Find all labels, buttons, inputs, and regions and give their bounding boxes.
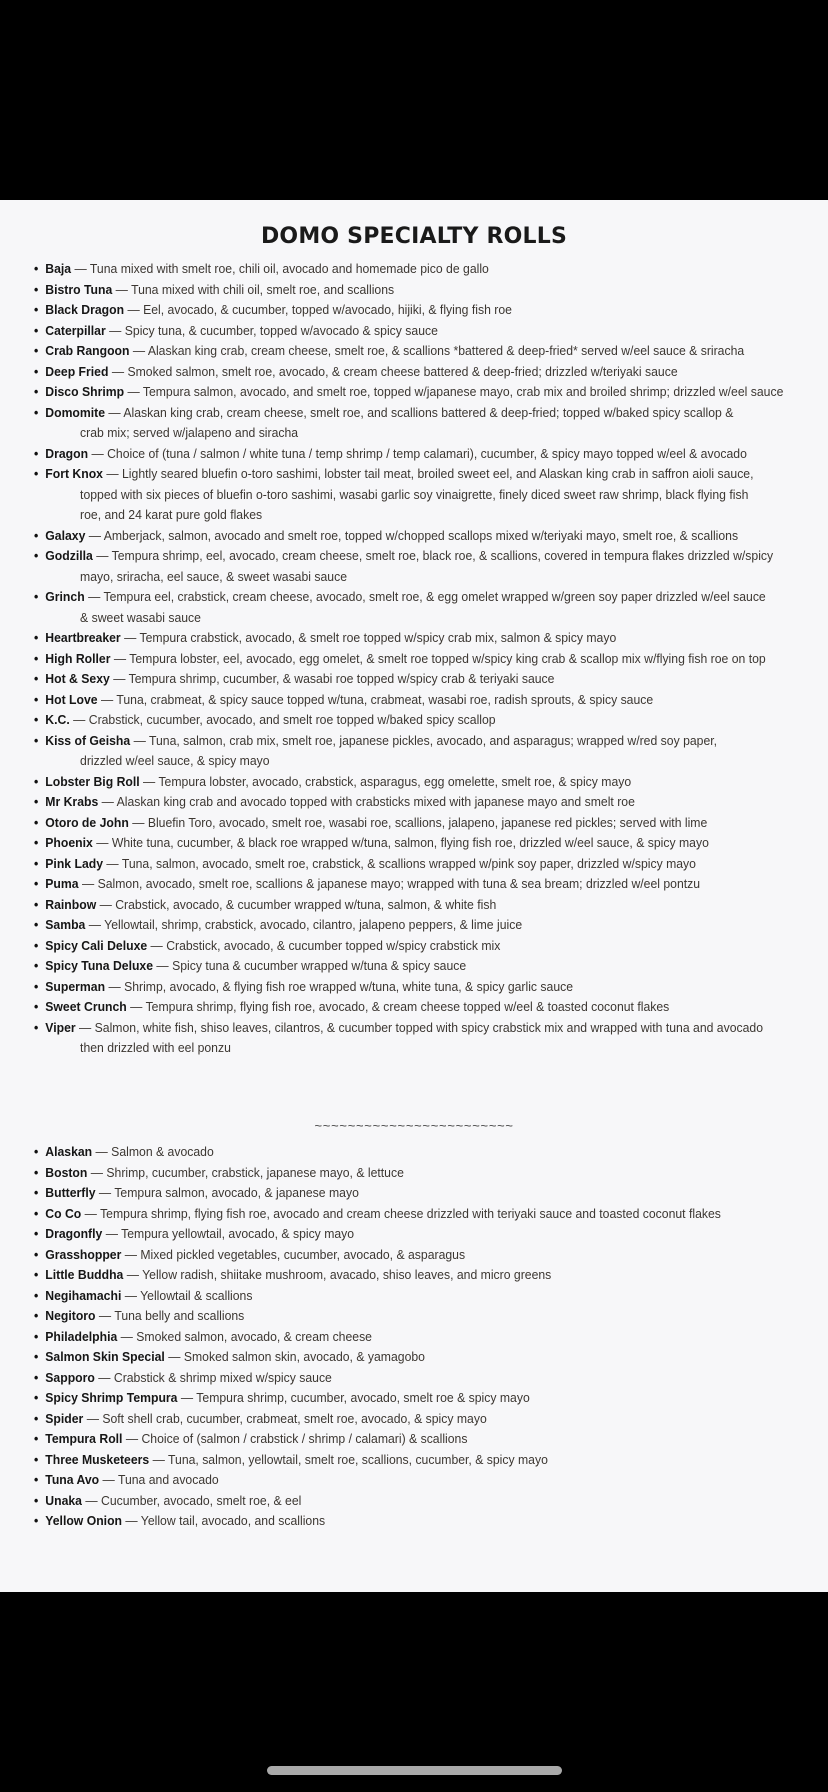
- item-name: Disco Shrimp: [45, 384, 125, 399]
- item-description-continued: then drizzled with eel ponzu: [80, 1040, 231, 1055]
- item-name: Pink Lady: [45, 855, 104, 871]
- menu-item: • Baja — Tuna mixed with smelt roe, chili oil, avocado and homemade pico de gallo: [34, 259, 828, 280]
- item-description: Yellow tail, avocado, and scallions: [140, 1513, 326, 1528]
- item-name: Superman: [45, 978, 106, 994]
- item-description: Bluefin Toro, avocado, smelt roe, wasabi roe, scallions, jalapeno, japanese red pickles; served with lime: [147, 814, 708, 830]
- specialty-rolls-list: [34, 259, 828, 1059]
- item-description: Tempura salmon, avocado, & japanese mayo: [114, 1185, 359, 1200]
- menu-item: • Hot & Sexy — Tempura shrimp, cucumber, & wasabi roe topped w/spicy crab & teriyaki sauce: [34, 669, 828, 690]
- item-description: Smoked salmon skin, avocado, & yamagobo: [183, 1349, 425, 1364]
- item-name: Negitoro: [45, 1308, 96, 1323]
- item-description: Tuna mixed with smelt roe, chili oil, avocado and homemade pico de gallo: [89, 261, 489, 276]
- item-description: Tempura shrimp, eel, avocado, cream cheese, smelt roe, black roe, & scallions, covered in tempura flakes drizzled w/spicy: [111, 548, 774, 563]
- item-description: Choice of (tuna / salmon / white tuna / temp shrimp / temp calamari), cucumber, & spicy mayo topped w/eel & avocado: [107, 445, 747, 461]
- item-name: Viper: [45, 1019, 76, 1035]
- menu-item: • Puma — Salmon, avocado, smelt roe, scallions & japanese mayo; wrapped with tuna & sea bream; drizzled w/eel pontzu: [34, 874, 828, 895]
- item-name: Spicy Cali Deluxe: [45, 937, 148, 953]
- item-description: Mixed pickled vegetables, cucumber, avocado, & asparagus: [140, 1246, 466, 1262]
- item-description: Cucumber, avocado, smelt roe, & eel: [100, 1492, 302, 1508]
- item-description: Tempura shrimp, flying fish roe, avocado, & cream cheese topped w/eel & toasted coconut flakes: [145, 999, 670, 1014]
- item-description: Tempura crabstick, avocado, & smelt roe topped w/spicy crab mix, salmon & spicy mayo: [139, 630, 617, 645]
- item-name: Grasshopper: [45, 1246, 122, 1262]
- item-description-continued: topped with six pieces of bluefin o-toro sashimi, wasabi garlic soy vinaigrette, finely diced sweet raw shrimp, black flying fish: [80, 486, 749, 502]
- item-description: Alaskan king crab and avocado topped with crabsticks mixed with japanese mayo and smelt roe: [116, 794, 635, 809]
- item-name: Negihamachi: [45, 1287, 122, 1303]
- menu-item: • Mr Krabs — Alaskan king crab and avocado topped with crabsticks mixed with japanese mayo and smelt roe: [34, 792, 828, 813]
- item-name: Rainbow: [45, 896, 97, 912]
- section-divider: ~~~~~~~~~~~~~~~~~~~~~~~~: [314, 1119, 514, 1134]
- item-description: Crabstick, avocado, & cucumber wrapped w/tuna, salmon, & white fish: [115, 896, 497, 912]
- item-name: Tempura Roll: [45, 1431, 123, 1446]
- item-description: Alaskan king crab, cream cheese, smelt roe, & scallions *battered & deep-fried* served w/eel sauce & sriracha: [147, 343, 745, 358]
- item-description: Salmon, avocado, smelt roe, scallions & japanese mayo; wrapped with tuna & sea bream; drizzled w/eel pontzu: [97, 876, 701, 891]
- item-description: Salmon, white fish, shiso leaves, cilantros, & cucumber topped with spicy crabstick mix and wrapped with tuna and avocado: [94, 1019, 764, 1035]
- menu-item: • Spicy Cali Deluxe — Crabstick, avocado, & cucumber topped w/spicy crabstick mix: [34, 936, 828, 957]
- item-name: Mr Krabs: [45, 794, 99, 809]
- item-description-continued: drizzled w/eel sauce, & spicy mayo: [80, 753, 270, 768]
- menu-item: • Galaxy — Amberjack, salmon, avocado and smelt roe, topped w/chopped scallops mixed w/teriyaki mayo, smelt roe, & scallions: [34, 526, 828, 547]
- menu-item: • Fort Knox — Lightly seared bluefin o-toro sashimi, lobster tail meat, broiled sweet eel, and Alaskan king crab in saffron aioli sauce, topped with six pieces of bluefin o-toro sashimi, wasabi garlic soy vinaigrette, finely diced sweet raw shrimp, black flying fish roe, and 24 karat pure gold flakes: [34, 464, 828, 526]
- item-name: Godzilla: [45, 548, 93, 563]
- menu-item: • Dragon — Choice of (tuna / salmon / white tuna / temp shrimp / temp calamari), cucumber, & spicy mayo topped w/eel & avocado: [34, 444, 828, 465]
- item-description-continued: & sweet wasabi sauce: [80, 609, 201, 625]
- item-description-continued: mayo, sriracha, eel sauce, & sweet wasabi sauce: [80, 568, 347, 584]
- item-name: Three Musketeers: [45, 1451, 150, 1467]
- item-name: Dragon: [45, 445, 89, 461]
- item-name: Fort Knox: [45, 466, 103, 481]
- menu-item: • Domomite — Alaskan king crab, cream cheese, smelt roe, and scallions battered & deep-fried; topped w/baked spicy scallop & crab mix; served w/jalapeno and siracha: [34, 403, 828, 444]
- item-name: Domomite: [45, 404, 106, 420]
- item-description: Smoked salmon, avocado, & cream cheese: [136, 1328, 372, 1344]
- classic-rolls-list: [34, 1142, 828, 1532]
- item-description: Tempura shrimp, cucumber, avocado, smelt roe & spicy mayo: [196, 1390, 530, 1405]
- menu-item: • Tempura Roll — Choice of (salmon / crabstick / shrimp / calamari) & scallions: [34, 1429, 828, 1450]
- item-name: Unaka: [45, 1492, 82, 1508]
- menu-item: • Yellow Onion — Yellow tail, avocado, and scallions: [34, 1511, 828, 1532]
- item-name: Sweet Crunch: [45, 999, 127, 1014]
- menu-item: • Deep Fried — Smoked salmon, smelt roe, avocado, & cream cheese battered & deep-fried; drizzled w/teriyaki sauce: [34, 362, 828, 383]
- item-name: Tuna Avo: [45, 1472, 100, 1487]
- menu-item: • Crab Rangoon — Alaskan king crab, cream cheese, smelt roe, & scallions *battered & deep-fried* served w/eel sauce & sriracha: [34, 341, 828, 362]
- item-description: Crabstick & shrimp mixed w/spicy sauce: [113, 1369, 332, 1385]
- menu-item: • Grinch — Tempura eel, crabstick, cream cheese, avocado, smelt roe, & egg omelet wrapped w/green soy paper drizzled w/eel sauce & sweet wasabi sauce: [34, 587, 828, 628]
- menu-item: • Superman — Shrimp, avocado, & flying fish roe wrapped w/tuna, white tuna, & spicy garlic sauce: [34, 977, 828, 998]
- item-description-continued: crab mix; served w/jalapeno and siracha: [80, 425, 299, 440]
- item-description: Eel, avocado, & cucumber, topped w/avocado, hijiki, & flying fish roe: [143, 302, 512, 317]
- item-description-continued: roe, and 24 karat pure gold flakes: [80, 507, 263, 522]
- item-name: Grinch: [45, 589, 85, 604]
- item-name: Spicy Shrimp Tempura: [45, 1390, 178, 1405]
- menu-item: • Negitoro — Tuna belly and scallions: [34, 1306, 828, 1327]
- item-name: Caterpillar: [45, 322, 106, 338]
- item-name: Hot Love: [45, 691, 98, 707]
- menu-item: • Phoenix — White tuna, cucumber, & black roe wrapped w/tuna, salmon, flying fish roe, drizzled w/eel sauce, & spicy mayo: [34, 833, 828, 854]
- menu-item: • Unaka — Cucumber, avocado, smelt roe, & eel: [34, 1491, 828, 1512]
- menu-item: • Boston — Shrimp, cucumber, crabstick, japanese mayo, & lettuce: [34, 1163, 828, 1184]
- item-description: Tuna, salmon, crab mix, smelt roe, japanese pickles, avocado, and asparagus; wrapped w/red soy paper,: [148, 732, 718, 748]
- menu-item: • Spicy Tuna Deluxe — Spicy tuna & cucumber wrapped w/tuna & spicy sauce: [34, 956, 828, 977]
- menu-item: • Little Buddha — Yellow radish, shiitake mushroom, avacado, shiso leaves, and micro greens: [34, 1265, 828, 1286]
- item-description: Tuna, salmon, yellowtail, smelt roe, scallions, cucumber, & spicy mayo: [168, 1451, 548, 1467]
- item-description: Spicy tuna, & cucumber, topped w/avocado & spicy sauce: [124, 322, 438, 338]
- item-name: Salmon Skin Special: [45, 1349, 165, 1364]
- item-name: Hot & Sexy: [45, 671, 110, 686]
- menu-item: • Co Co — Tempura shrimp, flying fish roe, avocado and cream cheese drizzled with teriyaki sauce and toasted coconut flakes: [34, 1204, 828, 1225]
- item-name: Spicy Tuna Deluxe: [45, 958, 154, 973]
- item-description: Yellow radish, shiitake mushroom, avacado, shiso leaves, and micro greens: [142, 1267, 552, 1282]
- item-description: Amberjack, salmon, avocado and smelt roe, topped w/chopped scallops mixed w/teriyaki mayo, smelt roe, & scallions: [103, 527, 739, 543]
- item-name: Little Buddha: [45, 1267, 124, 1282]
- item-description: Tempura salmon, avocado, and smelt roe, topped w/japanese mayo, crab mix and broiled shrimp; drizzled w/eel sauce: [142, 384, 784, 399]
- menu-item: • Three Musketeers — Tuna, salmon, yellowtail, smelt roe, scallions, cucumber, & spicy mayo: [34, 1450, 828, 1471]
- menu-item: • Samba — Yellowtail, shrimp, crabstick, avocado, cilantro, jalapeno peppers, & lime juice: [34, 915, 828, 936]
- item-description: Tuna and avocado: [117, 1472, 219, 1487]
- item-description: Tuna mixed with chili oil, smelt roe, and scallions: [131, 281, 395, 297]
- item-description: Alaskan king crab, cream cheese, smelt roe, and scallions battered & deep-fried; topped w/baked spicy scallop &: [123, 404, 734, 420]
- menu-item: • Bistro Tuna — Tuna mixed with chili oil, smelt roe, and scallions: [34, 280, 828, 301]
- item-name: Alaskan: [45, 1144, 93, 1159]
- menu-item: • Negihamachi — Yellowtail & scallions: [34, 1286, 828, 1307]
- menu-item: • Grasshopper — Mixed pickled vegetables, cucumber, avocado, & asparagus: [34, 1245, 828, 1266]
- item-name: Co Co: [45, 1205, 82, 1221]
- menu-item: • High Roller — Tempura lobster, eel, avocado, egg omelet, & smelt roe topped w/spicy king crab & scallop mix w/flying fish roe on top: [34, 649, 828, 670]
- menu-item: • Pink Lady — Tuna, salmon, avocado, smelt roe, crabstick, & scallions wrapped w/pink soy paper, drizzled w/spicy mayo: [34, 854, 828, 875]
- menu-item: • Spider — Soft shell crab, cucumber, crabmeat, smelt roe, avocado, & spicy mayo: [34, 1409, 828, 1430]
- item-description: Tempura yellowtail, avocado, & spicy mayo: [121, 1226, 355, 1241]
- menu-item: • Viper — Salmon, white fish, shiso leaves, cilantros, & cucumber topped with spicy crabstick mix and wrapped with tuna and avocado then drizzled with eel ponzu: [34, 1018, 828, 1059]
- item-name: Otoro de John: [45, 814, 129, 830]
- menu-item: • Spicy Shrimp Tempura — Tempura shrimp, cucumber, avocado, smelt roe & spicy mayo: [34, 1388, 828, 1409]
- item-description: Tuna, salmon, avocado, smelt roe, crabstick, & scallions wrapped w/pink soy paper, drizzled w/spicy mayo: [121, 855, 696, 871]
- item-description: Tempura shrimp, cucumber, & wasabi roe topped w/spicy crab & teriyaki sauce: [128, 671, 555, 686]
- menu-item: • Heartbreaker — Tempura crabstick, avocado, & smelt roe topped w/spicy crab mix, salmon & spicy mayo: [34, 628, 828, 649]
- item-description: Tuna, crabmeat, & spicy sauce topped w/tuna, crabmeat, wasabi roe, radish sprouts, & spicy sauce: [116, 691, 654, 707]
- item-name: Galaxy: [45, 527, 86, 543]
- menu-item: • K.C. — Crabstick, cucumber, avocado, and smelt roe topped w/baked spicy scallop: [34, 710, 828, 731]
- item-description: Tempura lobster, avocado, crabstick, asparagus, egg omelette, smelt roe, & spicy mayo: [158, 773, 632, 789]
- item-name: K.C.: [45, 712, 70, 727]
- item-name: Dragonfly: [45, 1226, 103, 1241]
- item-name: Lobster Big Roll: [45, 773, 140, 789]
- item-name: Samba: [45, 917, 86, 932]
- item-description: Spicy tuna & cucumber wrapped w/tuna & spicy sauce: [172, 958, 467, 973]
- item-description: Choice of (salmon / crabstick / shrimp / calamari) & scallions: [141, 1431, 468, 1446]
- item-name: Baja: [45, 261, 72, 276]
- item-description: Tempura lobster, eel, avocado, egg omelet, & smelt roe topped w/spicy king crab & scallop mix w/flying fish roe on top: [129, 650, 766, 666]
- item-name: Puma: [45, 876, 79, 891]
- menu-item: • Lobster Big Roll — Tempura lobster, avocado, crabstick, asparagus, egg omelette, smelt roe, & spicy mayo: [34, 772, 828, 793]
- item-description: Yellowtail & scallions: [140, 1287, 253, 1303]
- menu-item: • Salmon Skin Special — Smoked salmon skin, avocado, & yamagobo: [34, 1347, 828, 1368]
- item-description: Tempura eel, crabstick, cream cheese, avocado, smelt roe, & egg omelet wrapped w/green soy paper drizzled w/eel sauce: [103, 589, 766, 604]
- menu-item: • Alaskan — Salmon & avocado: [34, 1142, 828, 1163]
- item-name: Spider: [45, 1410, 84, 1426]
- menu-item: • Godzilla — Tempura shrimp, eel, avocado, cream cheese, smelt roe, black roe, & scallions, covered in tempura flakes drizzled w/spicy mayo, sriracha, eel sauce, & sweet wasabi sauce: [34, 546, 828, 587]
- item-description: Tuna belly and scallions: [114, 1308, 245, 1323]
- item-name: Phoenix: [45, 835, 93, 850]
- item-description: Lightly seared bluefin o-toro sashimi, lobster tail meat, broiled sweet eel, and Alaskan king crab in saffron aioli sauce,: [122, 466, 754, 481]
- item-description: Soft shell crab, cucumber, crabmeat, smelt roe, avocado, & spicy mayo: [102, 1410, 487, 1426]
- item-description: Smoked salmon, smelt roe, avocado, & cream cheese battered & deep-fried; drizzled w/teriyaki sauce: [127, 363, 678, 379]
- menu-item: • Sweet Crunch — Tempura shrimp, flying fish roe, avocado, & cream cheese topped w/eel & toasted coconut flakes: [34, 997, 828, 1018]
- item-name: High Roller: [45, 650, 111, 666]
- menu-item: • Caterpillar — Spicy tuna, & cucumber, topped w/avocado & spicy sauce: [34, 321, 828, 342]
- item-name: Sapporo: [45, 1369, 95, 1385]
- menu-item: • Dragonfly — Tempura yellowtail, avocado, & spicy mayo: [34, 1224, 828, 1245]
- item-name: Boston: [45, 1164, 88, 1180]
- item-description: Crabstick, avocado, & cucumber topped w/spicy crabstick mix: [166, 937, 501, 953]
- item-description: Shrimp, cucumber, crabstick, japanese mayo, & lettuce: [106, 1164, 404, 1180]
- menu-item: • Butterfly — Tempura salmon, avocado, & japanese mayo: [34, 1183, 828, 1204]
- menu-item: • Tuna Avo — Tuna and avocado: [34, 1470, 828, 1491]
- menu-item: • Rainbow — Crabstick, avocado, & cucumber wrapped w/tuna, salmon, & white fish: [34, 895, 828, 916]
- item-description: Crabstick, cucumber, avocado, and smelt roe topped w/baked spicy scallop: [88, 712, 496, 727]
- page-title: DOMO SPECIALTY ROLLS: [260, 224, 568, 249]
- item-description: White tuna, cucumber, & black roe wrapped w/tuna, salmon, flying fish roe, drizzled w/eel sauce, & spicy mayo: [111, 835, 709, 850]
- menu-item: • Kiss of Geisha — Tuna, salmon, crab mix, smelt roe, japanese pickles, avocado, and asparagus; wrapped w/red soy paper, drizzled w/eel sauce, & spicy mayo: [34, 731, 828, 772]
- menu-item: • Otoro de John — Bluefin Toro, avocado, smelt roe, wasabi roe, scallions, jalapeno, japanese red pickles; served with lime: [34, 813, 828, 834]
- menu-item: • Hot Love — Tuna, crabmeat, & spicy sauce topped w/tuna, crabmeat, wasabi roe, radish sprouts, & spicy sauce: [34, 690, 828, 711]
- item-name: Heartbreaker: [45, 630, 121, 645]
- item-name: Deep Fried: [45, 363, 109, 379]
- item-name: Bistro Tuna: [45, 281, 113, 297]
- item-name: Black Dragon: [45, 302, 125, 317]
- item-name: Butterfly: [45, 1185, 96, 1200]
- home-indicator[interactable]: [267, 1766, 562, 1775]
- item-name: Kiss of Geisha: [45, 732, 131, 748]
- menu-item: • Philadelphia — Smoked salmon, avocado, & cream cheese: [34, 1327, 828, 1348]
- item-name: Crab Rangoon: [45, 343, 130, 358]
- item-description: Shrimp, avocado, & flying fish roe wrapped w/tuna, white tuna, & spicy garlic sauce: [124, 978, 574, 994]
- menu-item: • Black Dragon — Eel, avocado, & cucumber, topped w/avocado, hijiki, & flying fish roe: [34, 300, 828, 321]
- item-description: Tempura shrimp, flying fish roe, avocado and cream cheese drizzled with teriyaki sauce and toasted coconut flakes: [100, 1205, 721, 1221]
- menu-item: • Sapporo — Crabstick & shrimp mixed w/spicy sauce: [34, 1368, 828, 1389]
- item-description: Yellowtail, shrimp, crabstick, avocado, cilantro, jalapeno peppers, & lime juice: [104, 917, 523, 932]
- item-name: Philadelphia: [45, 1328, 118, 1344]
- item-name: Yellow Onion: [45, 1513, 123, 1528]
- menu-item: • Disco Shrimp — Tempura salmon, avocado, and smelt roe, topped w/japanese mayo, crab mix and broiled shrimp; drizzled w/eel sauce: [34, 382, 828, 403]
- item-description: Salmon & avocado: [111, 1144, 214, 1159]
- menu-page: [0, 200, 828, 1592]
